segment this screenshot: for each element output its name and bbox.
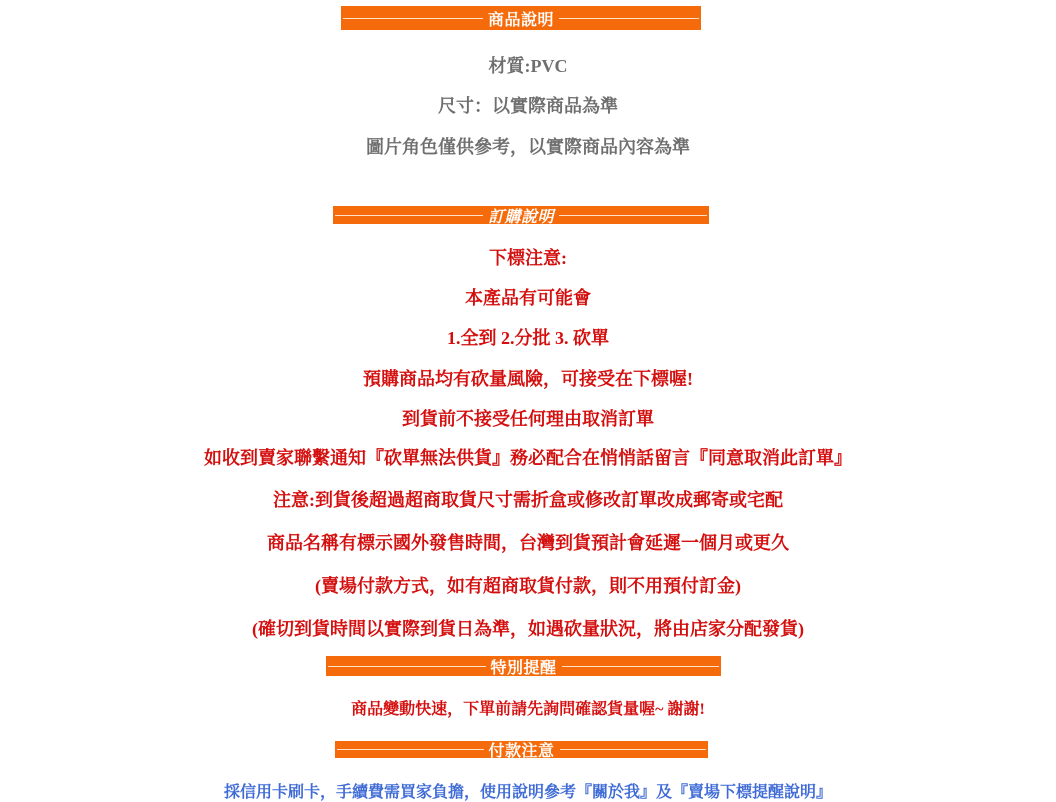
divider-line — [337, 749, 484, 750]
order-section-header — [333, 206, 709, 224]
divider-line — [328, 666, 486, 667]
divider-line — [343, 18, 483, 19]
order-note-line: 注意:到貨後超過超商取貨尺寸需折盒或修改訂單改成郵寄或宅配 — [273, 490, 783, 510]
divider-line — [560, 749, 707, 750]
material-line: 材質:PVC — [488, 56, 568, 76]
payment-section-header — [335, 741, 708, 758]
payment-line: 採信用卡刷卡，手續費需買家負擔，使用說明參考『關於我』及『賣場下標提醒說明』 — [223, 784, 832, 801]
order-note-heading: 下標注意: — [489, 248, 567, 268]
divider-line — [559, 215, 707, 216]
image-disclaimer-line: 圖片角色僅供參考，以實際商品內容為準 — [366, 137, 690, 157]
order-note-line: 商品名稱有標示國外發售時間，台灣到貨預計會延遲一個月或更久 — [267, 533, 789, 553]
order-note-line: 本產品有可能會 — [465, 288, 591, 308]
divider-line — [335, 215, 483, 216]
order-note-line: 如收到賣家聯繫通知『砍單無法供貨』務必配合在悄悄話留言『同意取消此訂單』 — [204, 448, 852, 468]
order-note-line: 1.全到 2.分批 3. 砍單 — [447, 328, 609, 348]
order-note-line: (賣場付款方式，如有超商取貨付款，則不用預付訂金) — [315, 576, 741, 596]
reminder-line: 商品變動快速，下單前請先詢問確認貨量喔~ 謝謝! — [351, 701, 705, 718]
reminder-section-header — [326, 656, 721, 676]
size-line: 尺寸：以實際商品為準 — [438, 96, 618, 116]
order-note-line: 到貨前不接受任何理由取消訂單 — [402, 409, 654, 429]
order-note-line: 預購商品均有砍量風險，可接受在下標喔! — [363, 369, 693, 389]
divider-line — [559, 18, 699, 19]
product-section-title: 商品說明 — [488, 11, 555, 29]
product-section-header — [341, 6, 701, 30]
reminder-section-title: 特別提醒 — [490, 659, 557, 676]
divider-line — [562, 666, 720, 667]
order-section-title: 訂購說明 — [488, 208, 555, 224]
order-note-line: (確切到貨時間以實際到貨日為準，如遇砍量狀況，將由店家分配發貨) — [252, 619, 804, 639]
payment-section-title: 付款注意 — [488, 743, 555, 758]
